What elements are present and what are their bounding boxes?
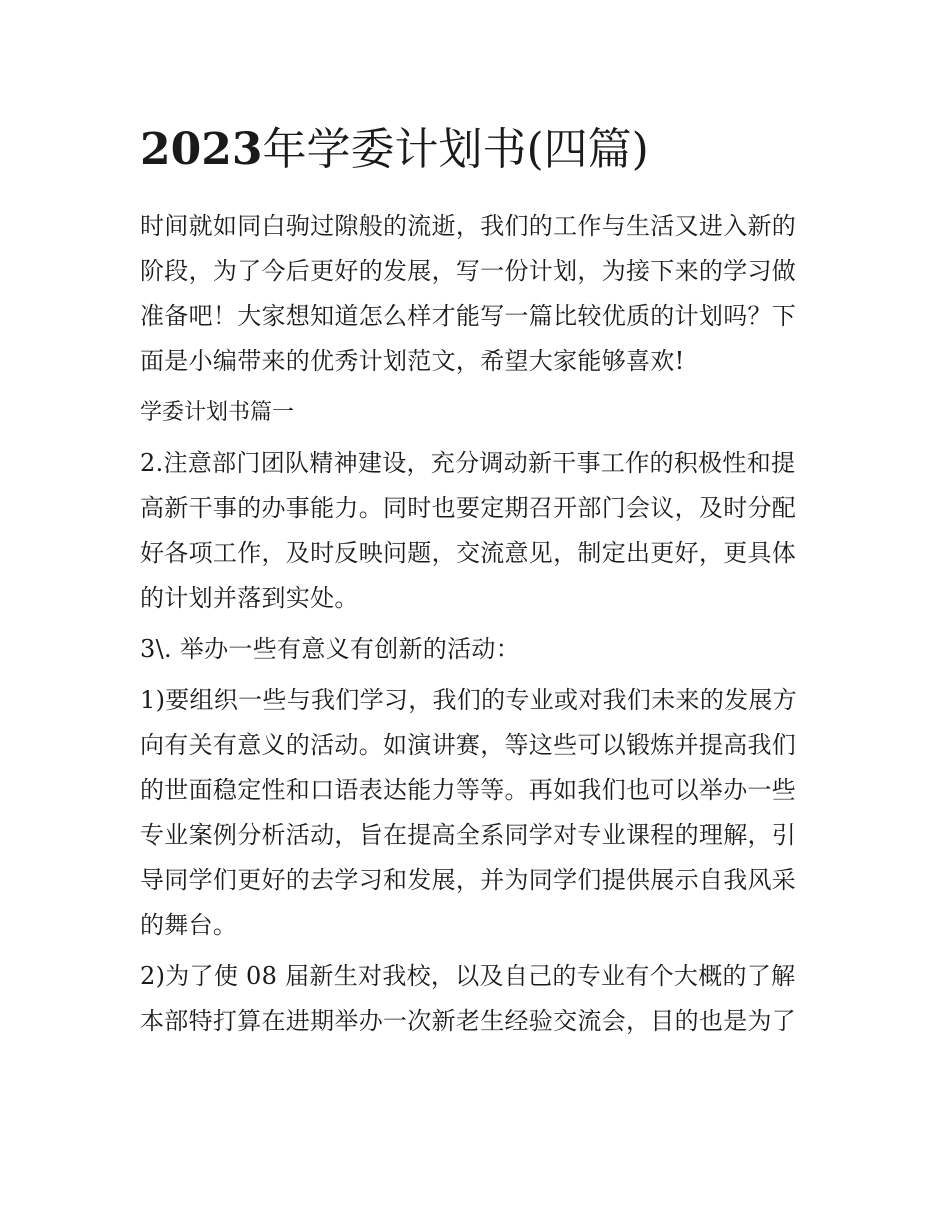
sub-item-1-paragraph (140, 678, 820, 948)
intro-line: 阶段，为了今后更好的发展，写一份计划，为接下来的学习做 (140, 257, 797, 285)
intro-line: 时间就如同白驹过隙般的流逝，我们的工作与生活又进入新的 (140, 212, 797, 240)
item-2-line: 高新干事的办事能力。同时也要定期召开部门会议，及时分配 (140, 494, 797, 522)
sub-item-2-line: 2)为了使 08 届新生对我校，以及自己的专业有个大概的了解 (140, 962, 796, 990)
item-2-line: 的计划并落到实处。 (140, 584, 359, 612)
intro-line: 面是小编带来的优秀计划范文，希望大家能够喜欢! (140, 347, 685, 375)
sub-item-1-line: 向有关有意义的活动。如演讲赛，等这些可以锻炼并提高我们 (140, 731, 797, 759)
title-text: 年学委计划书(四篇) (262, 124, 649, 175)
sub-item-1-line: 导同学们更好的去学习和发展，并为同学们提供展示自我风采 (140, 866, 797, 894)
page-title (140, 118, 820, 182)
section-heading: 学委计划书篇一 (140, 400, 295, 425)
intro-line: 准备吧！大家想知道怎么样才能写一篇比较优质的计划吗？下 (140, 302, 797, 330)
sub-item-1-line: 的舞台。 (140, 911, 238, 939)
title-number: 2023 (140, 124, 263, 175)
item-2-line: 2.注意部门团队精神建设，充分调动新干事工作的积极性和提 (140, 449, 796, 477)
sub-item-2-line: 本部特打算在进期举办一次新老生经验交流会，目的也是为了 (140, 1007, 797, 1035)
sub-item-1-line: 专业案例分析活动，旨在提高全系同学对专业课程的理解，引 (140, 821, 797, 849)
intro-paragraph (140, 204, 820, 384)
sub-item-1-line: 1)要组织一些与我们学习，我们的专业或对我们未来的发展方 (140, 686, 798, 714)
item-3-paragraph (140, 627, 820, 672)
item-3-line: 3\. 举办一些有意义有创新的活动： (140, 635, 521, 663)
sub-item-1-line: 的世面稳定性和口语表达能力等等。再如我们也可以举办一些 (140, 776, 797, 804)
sub-item-2-paragraph (140, 954, 820, 1044)
item-2-paragraph (140, 441, 820, 621)
item-2-line: 好各项工作，及时反映问题，交流意见，制定出更好，更具体 (140, 539, 797, 567)
document-page (140, 118, 820, 1050)
